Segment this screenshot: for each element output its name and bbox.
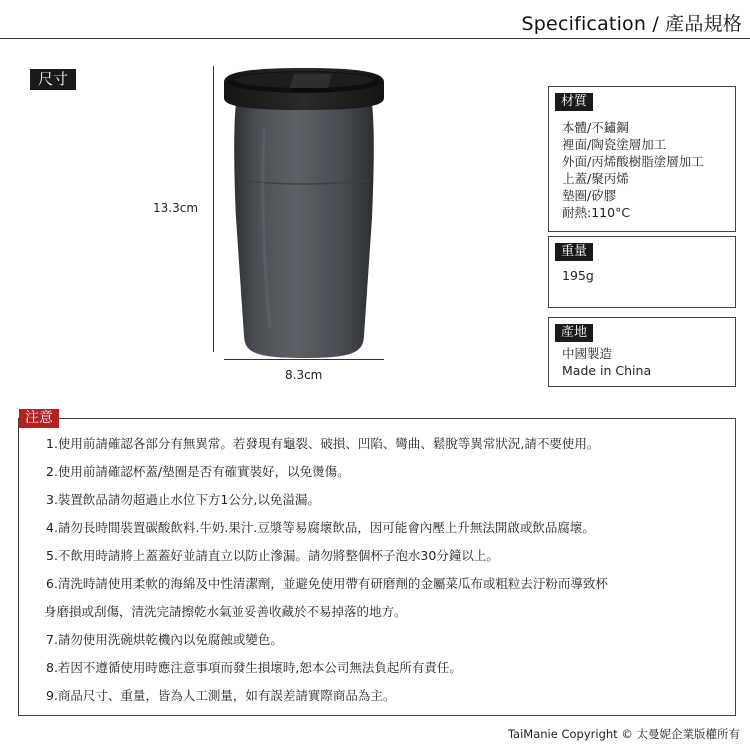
notes-list [46, 430, 726, 710]
size-tag: 尺寸 [30, 69, 76, 90]
spec-box-origin [548, 317, 736, 387]
spec-line: Made in China [562, 363, 652, 378]
note-line: 8.若因不遵循使用時應注意事項而發生損壞時,恕本公司無法負起所有責任。 [46, 660, 462, 675]
tumbler-image [224, 68, 384, 360]
spec-tag-weight: 重量 [555, 243, 593, 261]
spec-line: 195g [562, 268, 594, 283]
note-line: 5.不飲用時請將上蓋蓋好並請直立以防止滲漏。請勿將整個杯子泡水30分鐘以上。 [46, 548, 499, 563]
note-line: 9.商品尺寸、重量，皆為人工測量，如有誤差請實際商品為主。 [46, 688, 396, 703]
notes-tag: 注意 [19, 409, 59, 428]
spec-line: 本體/不鏽鋼 [562, 120, 629, 135]
spec-line: 墊圈/矽膠 [562, 188, 617, 203]
note-line: 7.請勿使用洗碗烘乾機內以免腐蝕或變色。 [46, 632, 283, 647]
note-line: 6.清洗時請使用柔軟的海綿及中性清潔劑，並避免使用帶有研磨劑的金屬菜瓜布或粗粒去汙粉而導致杯 [46, 576, 608, 591]
note-line: 1.使用前請確認各部分有無異常。若發現有龜裂、破損、凹陷、彎曲、鬆脫等異常狀況,請不要使用。 [46, 436, 600, 451]
height-dimension-label: 13.3cm [153, 201, 199, 215]
note-line: 3.裝置飲品請勿超過止水位下方1公分,以免溢漏。 [46, 492, 320, 507]
spec-line: 外面/丙烯酸樹脂塗層加工 [562, 154, 704, 169]
spec-line: 中國製造 [562, 346, 613, 361]
spec-box-weight [548, 236, 736, 308]
spec-tag-material: 材質 [555, 93, 593, 111]
height-dimension-line [213, 66, 214, 352]
spec-line: 耐熱:110°C [562, 205, 631, 220]
note-line: 身磨損或刮傷，清洗完請擦乾水氣並妥善收藏於不易掉落的地方。 [44, 604, 407, 619]
copyright-footer: TaiManie Copyright © 太曼妮企業版權所有 [507, 727, 740, 741]
spec-tag-origin: 產地 [555, 324, 593, 342]
header-divider [0, 38, 750, 39]
width-dimension-label: 8.3cm [285, 368, 323, 382]
page-title: Specification / 產品規格 [521, 13, 742, 35]
spec-line: 裡面/陶瓷塗層加工 [562, 137, 667, 152]
spec-line: 上蓋/聚丙烯 [562, 171, 629, 186]
note-line: 2.使用前請確認杯蓋/墊圈是否有確實裝好，以免燙傷。 [46, 464, 350, 479]
note-line: 4.請勿長時間裝置碳酸飲料.牛奶.果汁.豆漿等易腐壞飲品，因可能會內壓上升無法開啟或飲品腐壞。 [46, 520, 595, 535]
spec-box-material [548, 86, 736, 232]
